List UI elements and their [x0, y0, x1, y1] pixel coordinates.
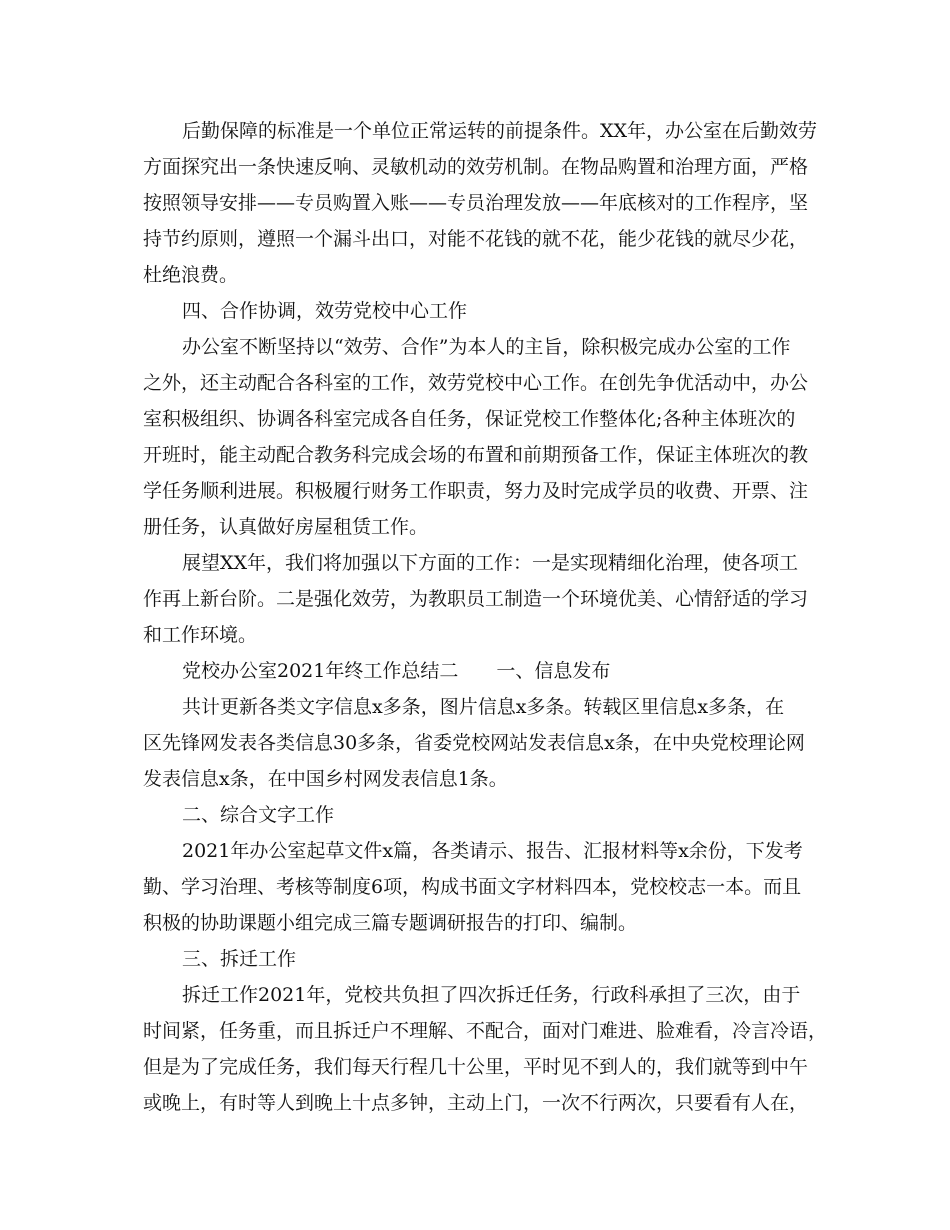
- paragraph-outlook-line-2: 作再上新台阶。二是强化效劳，为教职员工制造一个环境优美、心情舒适的学习: [143, 588, 809, 610]
- paragraph-info-line-1: 共计更新各类文字信息x多条，图片信息x多条。转载区里信息x多条，在: [182, 696, 785, 718]
- paragraph-cooperation-line-2: 之外，还主动配合各科室的工作，效劳党校中心工作。在创先争优活动中，办公: [143, 372, 809, 394]
- paragraph-cooperation-line-1: 办公室不断坚持以“效劳、合作”为本人的主旨，除积极完成办公室的工作: [182, 336, 791, 358]
- paragraph-logistics-line-5: 杜绝浪费。: [143, 264, 239, 286]
- paragraph-logistics-line-1: 后勤保障的标准是一个单位正常运转的前提条件。XX年，办公室在后勤效劳: [182, 120, 818, 142]
- section-heading-summary-two: 党校办公室2021年终工作总结二 一、信息发布: [182, 660, 611, 682]
- section-heading-cooperation: 四、合作协调，效劳党校中心工作: [182, 300, 468, 322]
- paragraph-cooperation-line-6: 册任务，认真做好房屋租赁工作。: [143, 516, 429, 538]
- paragraph-writing-line-2: 勤、学习治理、考核等制度6项，构成书面文字材料四本，党校校志一本。而且: [143, 876, 802, 898]
- paragraph-demolition-line-3: 但是为了完成任务，我们每天行程几十公里，平时见不到人的，我们就等到中午: [143, 1056, 809, 1078]
- paragraph-logistics-line-3: 按照领导安排——专员购置入账——专员治理发放——年底核对的工作程序，坚: [143, 192, 809, 214]
- paragraph-cooperation-line-4: 开班时，能主动配合教务科完成会场的布置和前期预备工作，保证主体班次的教: [143, 444, 809, 466]
- paragraph-writing-line-1: 2021年办公室起草文件x篇，各类请示、报告、汇报材料等x余份，下发考: [182, 840, 803, 862]
- paragraph-logistics-line-2: 方面探究出一条快速反响、灵敏机动的效劳机制。在物品购置和治理方面，严格: [143, 156, 809, 178]
- paragraph-demolition-line-1: 拆迁工作2021年，党校共负担了四次拆迁任务，行政科承担了三次，由于: [182, 984, 801, 1006]
- paragraph-info-line-2: 区先锋网发表各类信息30多条，省委党校网站发表信息x条，在中央党校理论网: [143, 732, 805, 754]
- paragraph-demolition-line-2: 时间紧，任务重，而且拆迁户不理解、不配合，面对门难进、脸难看，冷言冷语，: [143, 1020, 828, 1042]
- paragraph-outlook-line-1: 展望XX年，我们将加强以下方面的工作：一是实现精细化治理，使各项工: [182, 552, 799, 574]
- paragraph-cooperation-line-5: 学任务顺利进展。积极履行财务工作职责，努力及时完成学员的收费、开票、注: [143, 480, 809, 502]
- section-heading-demolition: 三、拆迁工作: [182, 948, 297, 970]
- paragraph-info-line-3: 发表信息x条，在中国乡村网发表信息1条。: [143, 768, 508, 790]
- paragraph-outlook-line-3: 和工作环境。: [143, 624, 258, 646]
- paragraph-demolition-line-4: 或晚上，有时等人到晚上十点多钟，主动上门，一次不行两次，只要看有人在，: [143, 1092, 809, 1114]
- paragraph-logistics-line-4: 持节约原则，遵照一个漏斗出口，对能不花钱的就不花，能少花钱的就尽少花，: [143, 228, 809, 250]
- paragraph-writing-line-3: 积极的协助课题小组完成三篇专题调研报告的打印、编制。: [143, 912, 638, 934]
- paragraph-cooperation-line-3: 室积极组织、协调各科室完成各自任务，保证党校工作整体化;各种主体班次的: [143, 408, 796, 430]
- section-heading-writing: 二、综合文字工作: [182, 804, 335, 826]
